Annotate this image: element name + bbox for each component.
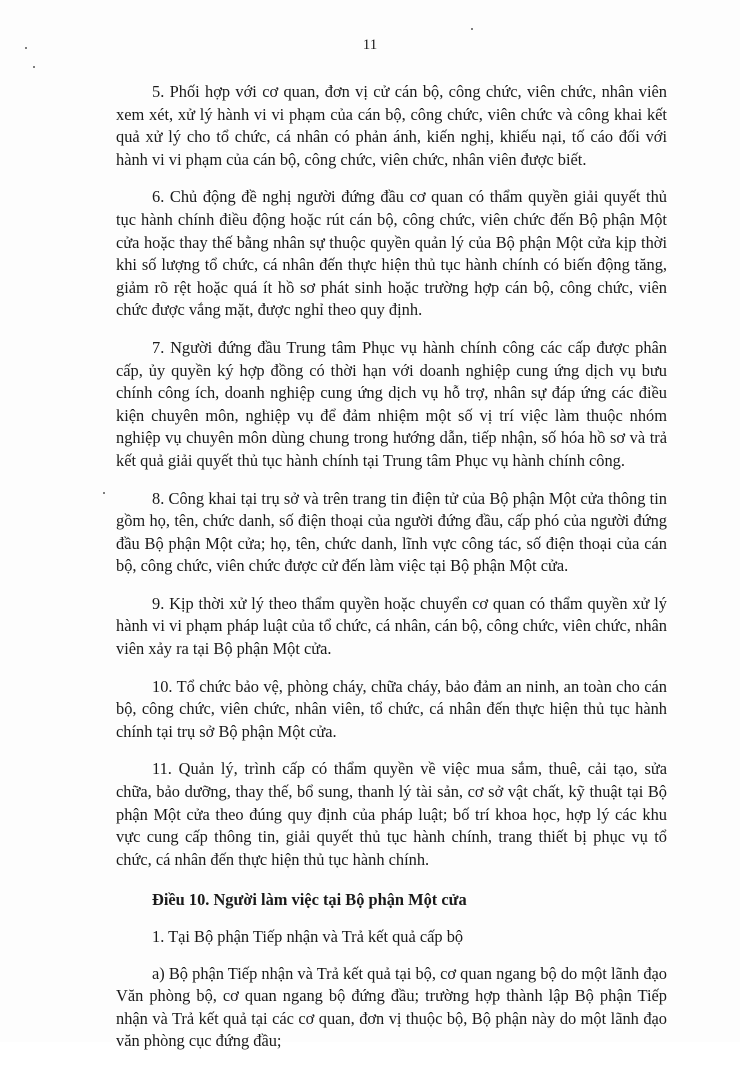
paragraph-item-7: 7. Người đứng đầu Trung tâm Phục vụ hành chính công các cấp được phân cấp, ủy quyền ký hợp đồng có thời hạn với doanh nghiệp cung ứng dịch vụ bưu chính công ích, doanh nghiệp cung ứng dịch vụ hỗ trợ, nhân sự đáp ứng các điều kiện chuyên môn, nghiệp vụ để đảm nhiệm một số vị trí việc làm thuộc nhóm nghiệp vụ chuyên môn dùng chung trong hướng dẫn, tiếp nhận, số hóa hồ sơ và trả kết quả giải quyết thủ tục hành chính tại Trung tâm Phục vụ hành chính công.	[116, 337, 667, 470]
scan-speck	[103, 492, 105, 494]
paragraph-item-8: 8. Công khai tại trụ sở và trên trang tin điện tử của Bộ phận Một cửa thông tin gồm họ, tên, chức danh, số điện thoại của người đứng đầu, cấp phó của người đứng đầu Bộ phận Một cửa; họ, tên, chức danh, lĩnh vực công tác, số điện thoại của cán bộ, công chức, viên chức được cử đến làm việc tại Bộ phận Một cửa.	[116, 488, 667, 576]
paragraph-item-9: 9. Kịp thời xử lý theo thẩm quyền hoặc chuyển cơ quan có thẩm quyền xử lý hành vi vi phạm pháp luật của tổ chức, cá nhân, cán bộ, công chức, viên chức, nhân viên xảy ra tại Bộ phận Một cửa.	[116, 593, 667, 659]
page-number: 11	[362, 37, 378, 53]
scan-speck	[471, 28, 473, 30]
clause-1: 1. Tại Bộ phận Tiếp nhận và Trả kết quả cấp bộ	[152, 927, 464, 946]
article-heading: Điều 10. Người làm việc tại Bộ phận Một cửa	[152, 890, 467, 910]
paragraph-item-10: 10. Tổ chức bảo vệ, phòng cháy, chữa cháy, bảo đảm an ninh, an toàn cho cán bộ, công chức, viên chức, nhân viên, tổ chức, cá nhân đến thực hiện thủ tục hành chính tại trụ sở Bộ phận Một cửa.	[116, 676, 667, 741]
paragraph-item-6: 6. Chủ động đề nghị người đứng đầu cơ quan có thẩm quyền giải quyết thủ tục hành chính điều động hoặc rút cán bộ, công chức, viên chức đến Bộ phận Một cửa hoặc thay thế bằng nhân sự thuộc quyền quản lý của Bộ phận Một cửa kịp thời khi số lượng tổ chức, cá nhân đến thực hiện thủ tục hành chính có biến động tăng, giảm rõ rệt hoặc quá ít hồ sơ phát sinh hoặc trường hợp cán bộ, công chức, viên chức được vắng mặt, được nghỉ theo quy định.	[116, 187, 667, 320]
paragraph-item-11: 11. Quản lý, trình cấp có thẩm quyền về việc mua sắm, thuê, cải tạo, sửa chữa, bảo dưỡng, thay thế, bổ sung, thanh lý tài sản, cơ sở vật chất, kỹ thuật tại Bộ phận Một cửa theo đúng quy định của pháp luật; bố trí khoa học, hợp lý các khu vực cung cấp thông tin, giải quyết thủ tục hành chính, trang thiết bị phục vụ tổ chức, cá nhân đến thực hiện thủ tục hành chính.	[116, 759, 667, 869]
point-a: a) Bộ phận Tiếp nhận và Trả kết quả tại bộ, cơ quan ngang bộ do một lãnh đạo Văn phòng bộ, cơ quan ngang bộ đứng đầu; trường hợp thành lập Bộ phận Tiếp nhận và Trả kết quả tại các cơ quan, đơn vị thuộc bộ, Bộ phận này do một lãnh đạo văn phòng cục đứng đầu;	[116, 963, 667, 1051]
scan-speck	[33, 66, 35, 68]
document-body	[116, 81, 667, 1067]
paragraph-item-5: 5. Phối hợp với cơ quan, đơn vị cử cán bộ, công chức, viên chức, nhân viên xem xét, xử lý hành vi vi phạm của cán bộ, công chức, viên chức và công khai kết quả xử lý cho tổ chức, cá nhân có phản ánh, kiến nghị, khiếu nại, tố cáo đối với hành vi vi phạm của cán bộ, công chức, viên chức, nhân viên được biết.	[116, 82, 667, 169]
